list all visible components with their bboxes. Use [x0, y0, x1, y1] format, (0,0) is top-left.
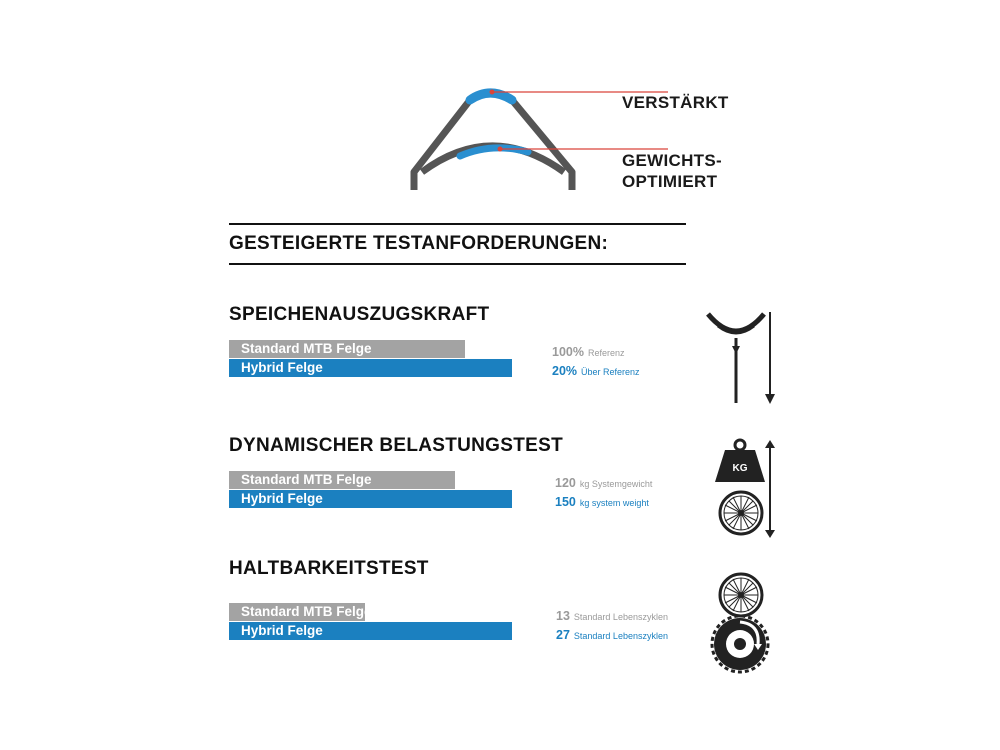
- page-headline: GESTEIGERTE TESTANFORDERUNGEN:: [229, 233, 609, 254]
- rim-cross-section-diagram: [0, 0, 1000, 210]
- value-unit: Über Referenz: [581, 367, 640, 377]
- kg-label: KG: [732, 463, 748, 474]
- bar-standard: Standard MTB Felge: [229, 340, 465, 358]
- spoke-pull-icon: [700, 308, 790, 408]
- bar-hybrid: Hybrid Felge: [229, 359, 512, 377]
- value-label-hybrid: [555, 493, 649, 511]
- wheel-icon: [716, 488, 766, 538]
- value-label-hybrid: [556, 626, 668, 644]
- callout-weight-optimized-line1: GEWICHTS-: [622, 151, 722, 170]
- section-title: HALTBARKEITSTEST: [229, 558, 429, 579]
- callout-dot-top: [490, 90, 495, 95]
- bar-standard: Standard MTB Felge: [229, 603, 365, 621]
- value-label-standard: [555, 474, 652, 492]
- callout-weight-optimized-line2: OPTIMIERT: [622, 172, 718, 191]
- section-title: DYNAMISCHER BELASTUNGSTEST: [229, 435, 563, 456]
- value-unit: kg Systemgewicht: [579, 479, 653, 489]
- value-unit: kg system weight: [579, 498, 649, 508]
- section-title: SPEICHENAUSZUGSKRAFT: [229, 304, 490, 325]
- value-label-standard: [552, 343, 625, 361]
- bar-hybrid: Hybrid Felge: [229, 490, 512, 508]
- value-number: 20%: [552, 364, 578, 378]
- value-number: 100%: [552, 345, 584, 359]
- callout-reinforced: VERSTÄRKT: [622, 93, 729, 112]
- value-number: 13: [556, 609, 570, 623]
- bar-hybrid: Hybrid Felge: [229, 622, 512, 640]
- bar-standard: Standard MTB Felge: [229, 471, 455, 489]
- wheel-icon: [716, 570, 766, 620]
- divider-bottom: [229, 263, 686, 265]
- value-unit: Standard Lebenszyklen: [573, 631, 668, 641]
- callout-dot-bottom: [498, 147, 503, 152]
- value-unit: Standard Lebenszyklen: [573, 612, 668, 622]
- value-number: 150: [555, 495, 576, 509]
- value-unit: Referenz: [587, 348, 625, 358]
- value-number: 120: [555, 476, 576, 490]
- spiral-wheel-icon: [710, 614, 770, 674]
- value-label-standard: [556, 607, 668, 625]
- divider-top: [229, 223, 686, 225]
- rim-outer-wall: [414, 93, 572, 190]
- value-label-hybrid: [552, 362, 640, 380]
- value-number: 27: [556, 628, 570, 642]
